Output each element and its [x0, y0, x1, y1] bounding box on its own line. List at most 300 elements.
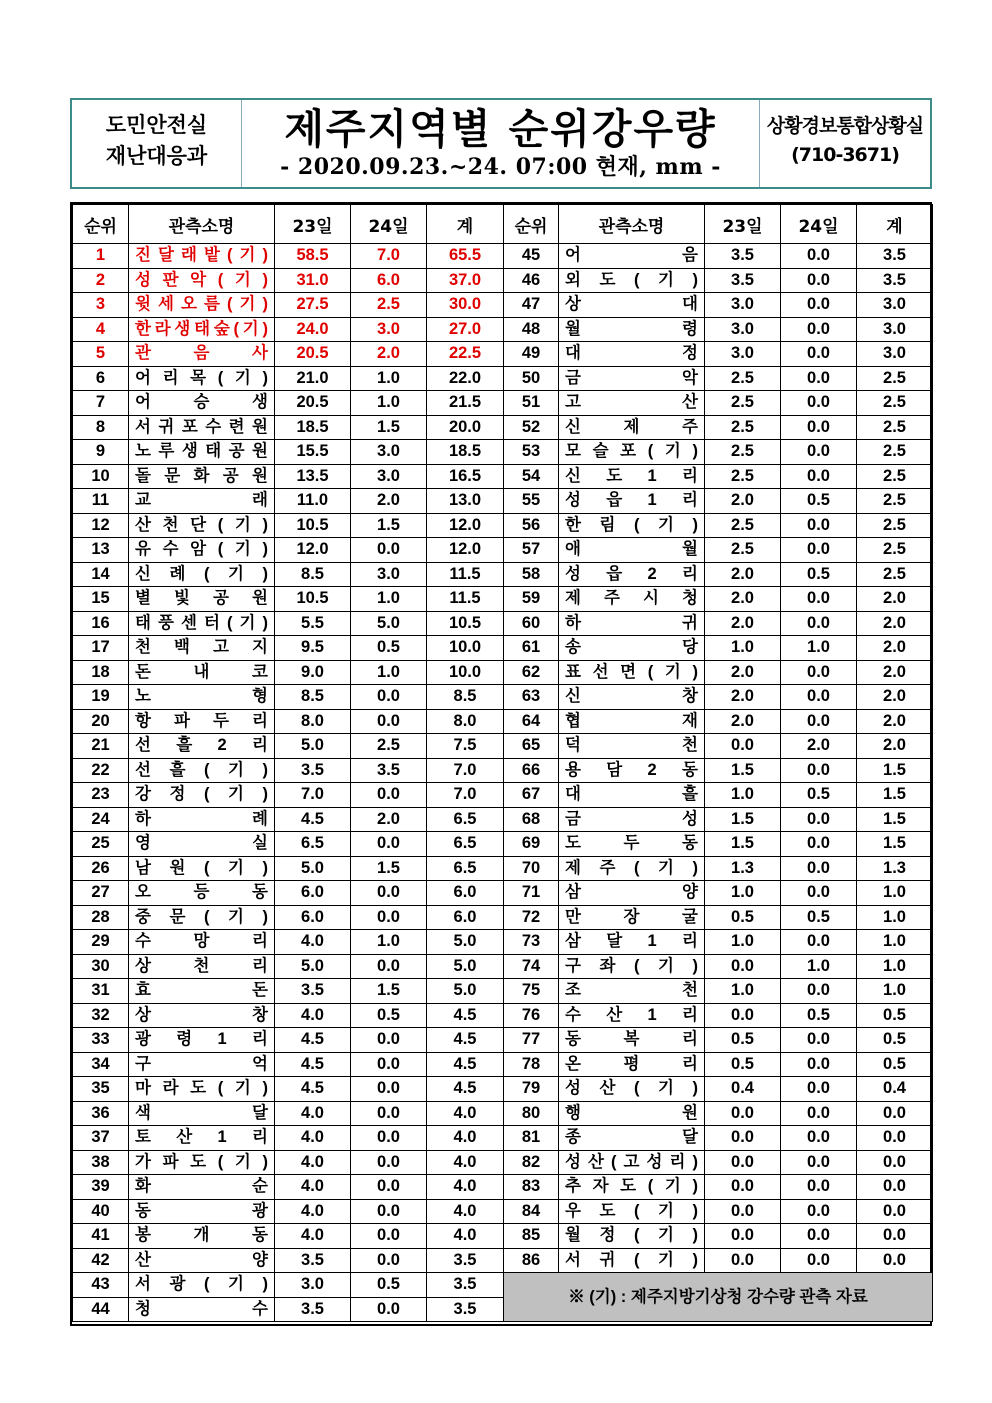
- day24-cell: 1.5: [351, 856, 427, 881]
- day23-cell: 3.5: [275, 1297, 351, 1322]
- station-name-cell: 유 수 암 ( 기 ): [129, 538, 275, 563]
- day24-cell: 0.5: [781, 783, 857, 808]
- table-row: [504, 317, 933, 342]
- day23-cell: 3.5: [705, 268, 781, 293]
- day24-cell: 0.0: [781, 709, 857, 734]
- station-name-cell: 마 라 도 ( 기 ): [129, 1077, 275, 1102]
- table-row: [504, 1126, 933, 1151]
- day23-cell: 2.0: [705, 660, 781, 685]
- total-cell: 2.5: [857, 489, 933, 514]
- table-row: [73, 1150, 504, 1175]
- day23-cell: 1.5: [705, 807, 781, 832]
- day23-cell: 4.0: [275, 1101, 351, 1126]
- total-cell: 6.0: [427, 881, 504, 906]
- table-row: [504, 1224, 933, 1249]
- total-cell: 2.5: [857, 538, 933, 563]
- rank-cell: 46: [504, 268, 559, 293]
- office-phone: (710-3671): [791, 144, 899, 166]
- table-row: [73, 1224, 504, 1249]
- day24-cell: 0.0: [781, 293, 857, 318]
- rank-cell: 22: [73, 758, 129, 783]
- department-block: [72, 100, 242, 187]
- day24-cell: 0.0: [781, 342, 857, 367]
- rank-cell: 12: [73, 513, 129, 538]
- col-station-header: 관측소명: [559, 205, 705, 244]
- rank-cell: 17: [73, 636, 129, 661]
- table-row: [73, 1028, 504, 1053]
- station-name-cell: 효 돈: [129, 979, 275, 1004]
- total-cell: 2.0: [857, 660, 933, 685]
- table-row: [73, 734, 504, 759]
- day24-cell: 0.0: [781, 1077, 857, 1102]
- day24-cell: 1.0: [351, 391, 427, 416]
- total-cell: 0.0: [857, 1175, 933, 1200]
- total-cell: 3.0: [857, 293, 933, 318]
- day23-cell: 0.0: [705, 1248, 781, 1273]
- total-cell: 3.5: [427, 1248, 504, 1273]
- day23-cell: 2.5: [705, 440, 781, 465]
- rank-cell: 19: [73, 685, 129, 710]
- day24-cell: 0.0: [781, 513, 857, 538]
- total-cell: 12.0: [427, 513, 504, 538]
- day23-cell: 6.5: [275, 832, 351, 857]
- table-row: [504, 415, 933, 440]
- total-cell: 3.0: [857, 342, 933, 367]
- station-name-cell: 영 실: [129, 832, 275, 857]
- rank-cell: 32: [73, 1003, 129, 1028]
- day23-cell: 3.0: [705, 342, 781, 367]
- total-cell: 4.5: [427, 1003, 504, 1028]
- total-cell: 6.5: [427, 807, 504, 832]
- day23-cell: 1.0: [705, 979, 781, 1004]
- day23-cell: 0.0: [705, 1175, 781, 1200]
- day24-cell: 0.0: [781, 1101, 857, 1126]
- rank-cell: 16: [73, 611, 129, 636]
- station-name-cell: 도 두 동: [559, 832, 705, 857]
- day23-cell: 21.0: [275, 366, 351, 391]
- table-row: [73, 1052, 504, 1077]
- rank-cell: 3: [73, 293, 129, 318]
- total-cell: 4.5: [427, 1028, 504, 1053]
- station-name-cell: 별 빛 공 원: [129, 587, 275, 612]
- day23-cell: 6.0: [275, 905, 351, 930]
- station-name-cell: 우 도 ( 기 ): [559, 1199, 705, 1224]
- station-name-cell: 봉 개 동: [129, 1224, 275, 1249]
- table-row: [73, 342, 504, 367]
- day23-cell: 58.5: [275, 244, 351, 269]
- table-row: [73, 415, 504, 440]
- total-cell: 5.0: [427, 954, 504, 979]
- day23-cell: 10.5: [275, 513, 351, 538]
- table-row: [504, 244, 933, 269]
- total-cell: 10.0: [427, 636, 504, 661]
- rank-cell: 71: [504, 881, 559, 906]
- day24-cell: 0.0: [781, 391, 857, 416]
- station-name-cell: 천 백 고 지: [129, 636, 275, 661]
- col-station-header: 관측소명: [129, 205, 275, 244]
- table-row: [504, 979, 933, 1004]
- day24-cell: 0.0: [781, 979, 857, 1004]
- day24-cell: 0.0: [351, 832, 427, 857]
- day23-cell: 1.0: [705, 783, 781, 808]
- total-cell: 4.0: [427, 1150, 504, 1175]
- station-name-cell: 광 령 1 리: [129, 1028, 275, 1053]
- day24-cell: 0.0: [781, 415, 857, 440]
- rank-cell: 31: [73, 979, 129, 1004]
- table-row: [73, 1003, 504, 1028]
- day23-cell: 2.5: [705, 366, 781, 391]
- day24-cell: 0.0: [781, 930, 857, 955]
- total-cell: 2.0: [857, 636, 933, 661]
- day24-cell: 0.0: [781, 366, 857, 391]
- station-name-cell: 어 리 목 ( 기 ): [129, 366, 275, 391]
- total-cell: 0.0: [857, 1126, 933, 1151]
- rank-cell: 70: [504, 856, 559, 881]
- col-rank-header: 순위: [73, 205, 129, 244]
- station-name-cell: 협 재: [559, 709, 705, 734]
- station-name-cell: 한 라 생 태 숲 ( 기 ): [129, 317, 275, 342]
- total-cell: 1.0: [857, 954, 933, 979]
- rank-cell: 77: [504, 1028, 559, 1053]
- day24-cell: 0.0: [781, 832, 857, 857]
- day24-cell: 0.0: [351, 1224, 427, 1249]
- station-name-cell: 대 흘: [559, 783, 705, 808]
- rank-cell: 36: [73, 1101, 129, 1126]
- rank-cell: 62: [504, 660, 559, 685]
- table-row: [504, 293, 933, 318]
- col-day24-header: 24일: [351, 205, 427, 244]
- page-title: 제주지역별 순위강우량: [284, 105, 717, 153]
- day23-cell: 0.5: [705, 1028, 781, 1053]
- station-name-cell: 제 주 시 청: [559, 587, 705, 612]
- day24-cell: 1.0: [781, 636, 857, 661]
- table-row: [504, 856, 933, 881]
- day24-cell: 0.0: [781, 538, 857, 563]
- rank-cell: 29: [73, 930, 129, 955]
- day24-cell: 1.0: [781, 954, 857, 979]
- day24-cell: 0.0: [781, 758, 857, 783]
- rank-cell: 38: [73, 1150, 129, 1175]
- day24-cell: 0.0: [351, 685, 427, 710]
- rank-cell: 86: [504, 1248, 559, 1273]
- total-cell: 11.5: [427, 562, 504, 587]
- rank-cell: 27: [73, 881, 129, 906]
- total-cell: 4.0: [427, 1199, 504, 1224]
- table-row: [73, 856, 504, 881]
- total-cell: 0.5: [857, 1028, 933, 1053]
- total-cell: 0.0: [857, 1199, 933, 1224]
- table-header-row: [504, 205, 933, 244]
- day24-cell: 0.0: [781, 244, 857, 269]
- total-cell: 2.0: [857, 587, 933, 612]
- table-row: [504, 464, 933, 489]
- rank-cell: 66: [504, 758, 559, 783]
- total-cell: 6.5: [427, 856, 504, 881]
- table-row: [504, 1077, 933, 1102]
- table-row: [504, 636, 933, 661]
- table-row: [504, 342, 933, 367]
- table-row: [73, 489, 504, 514]
- total-cell: 7.5: [427, 734, 504, 759]
- total-cell: 8.5: [427, 685, 504, 710]
- total-cell: 2.0: [857, 709, 933, 734]
- day24-cell: 1.0: [351, 587, 427, 612]
- total-cell: 2.5: [857, 366, 933, 391]
- total-cell: 0.4: [857, 1077, 933, 1102]
- table-row: [73, 538, 504, 563]
- table-row: [73, 513, 504, 538]
- rank-cell: 23: [73, 783, 129, 808]
- rank-cell: 34: [73, 1052, 129, 1077]
- table-row: [504, 562, 933, 587]
- station-name-cell: 표 선 면 ( 기 ): [559, 660, 705, 685]
- day23-cell: 2.5: [705, 513, 781, 538]
- station-name-cell: 색 달: [129, 1101, 275, 1126]
- total-cell: 1.0: [857, 979, 933, 1004]
- rank-cell: 68: [504, 807, 559, 832]
- station-name-cell: 진 달 래 밭 ( 기 ): [129, 244, 275, 269]
- day23-cell: 11.0: [275, 489, 351, 514]
- table-row: [73, 440, 504, 465]
- day23-cell: 5.5: [275, 611, 351, 636]
- table-row: [504, 366, 933, 391]
- rank-cell: 82: [504, 1150, 559, 1175]
- day23-cell: 5.0: [275, 954, 351, 979]
- station-name-cell: 행 원: [559, 1101, 705, 1126]
- rank-cell: 4: [73, 317, 129, 342]
- station-name-cell: 어 음: [559, 244, 705, 269]
- station-name-cell: 신 창: [559, 685, 705, 710]
- total-cell: 4.0: [427, 1175, 504, 1200]
- total-cell: 4.5: [427, 1052, 504, 1077]
- day24-cell: 0.0: [781, 1248, 857, 1273]
- total-cell: 7.0: [427, 783, 504, 808]
- day24-cell: 0.0: [351, 1028, 427, 1053]
- total-cell: 13.0: [427, 489, 504, 514]
- rank-cell: 56: [504, 513, 559, 538]
- day24-cell: 0.0: [351, 1297, 427, 1322]
- table-row: [504, 1150, 933, 1175]
- total-cell: 0.0: [857, 1248, 933, 1273]
- rank-cell: 50: [504, 366, 559, 391]
- day24-cell: 0.0: [781, 611, 857, 636]
- day23-cell: 4.0: [275, 1224, 351, 1249]
- total-cell: 0.0: [857, 1101, 933, 1126]
- day24-cell: 0.0: [781, 881, 857, 906]
- table-row: [73, 685, 504, 710]
- table-row: [504, 905, 933, 930]
- total-cell: 1.3: [857, 856, 933, 881]
- day23-cell: 15.5: [275, 440, 351, 465]
- day24-cell: 0.0: [781, 1150, 857, 1175]
- rank-cell: 26: [73, 856, 129, 881]
- total-cell: 5.0: [427, 979, 504, 1004]
- day23-cell: 27.5: [275, 293, 351, 318]
- station-name-cell: 제 주 ( 기 ): [559, 856, 705, 881]
- day23-cell: 2.0: [705, 685, 781, 710]
- station-name-cell: 동 복 리: [559, 1028, 705, 1053]
- day23-cell: 31.0: [275, 268, 351, 293]
- total-cell: 2.0: [857, 611, 933, 636]
- day23-cell: 0.0: [705, 1224, 781, 1249]
- station-name-cell: 수 망 리: [129, 930, 275, 955]
- day24-cell: 7.0: [351, 244, 427, 269]
- station-name-cell: 서 광 ( 기 ): [129, 1273, 275, 1298]
- table-row: [504, 1028, 933, 1053]
- station-name-cell: 덕 천: [559, 734, 705, 759]
- rank-cell: 18: [73, 660, 129, 685]
- total-cell: 3.5: [427, 1297, 504, 1322]
- rank-cell: 65: [504, 734, 559, 759]
- station-name-cell: 서 귀 포 수 련 원: [129, 415, 275, 440]
- day23-cell: 4.0: [275, 1003, 351, 1028]
- rank-cell: 30: [73, 954, 129, 979]
- day24-cell: 0.0: [781, 685, 857, 710]
- station-name-cell: 상 대: [559, 293, 705, 318]
- total-cell: 3.5: [857, 268, 933, 293]
- station-name-cell: 하 귀: [559, 611, 705, 636]
- total-cell: 0.0: [857, 1150, 933, 1175]
- day24-cell: 3.0: [351, 562, 427, 587]
- day24-cell: 0.0: [351, 1077, 427, 1102]
- total-cell: 65.5: [427, 244, 504, 269]
- day24-cell: 3.5: [351, 758, 427, 783]
- station-name-cell: 남 원 ( 기 ): [129, 856, 275, 881]
- day23-cell: 4.0: [275, 1199, 351, 1224]
- day23-cell: 10.5: [275, 587, 351, 612]
- rank-cell: 25: [73, 832, 129, 857]
- day24-cell: 0.0: [351, 1175, 427, 1200]
- rank-cell: 63: [504, 685, 559, 710]
- day24-cell: 0.0: [781, 856, 857, 881]
- total-cell: 4.5: [427, 1077, 504, 1102]
- day23-cell: 2.0: [705, 587, 781, 612]
- day23-cell: 12.0: [275, 538, 351, 563]
- total-cell: 27.0: [427, 317, 504, 342]
- station-name-cell: 월 정 ( 기 ): [559, 1224, 705, 1249]
- day23-cell: 13.5: [275, 464, 351, 489]
- day24-cell: 0.0: [351, 1199, 427, 1224]
- total-cell: 1.0: [857, 881, 933, 906]
- day23-cell: 3.0: [275, 1273, 351, 1298]
- station-name-cell: 선 흘 2 리: [129, 734, 275, 759]
- day24-cell: 1.5: [351, 979, 427, 1004]
- rank-cell: 43: [73, 1273, 129, 1298]
- station-name-cell: 용 담 2 동: [559, 758, 705, 783]
- table-row: [73, 832, 504, 857]
- table-row: [73, 391, 504, 416]
- total-cell: 2.0: [857, 685, 933, 710]
- total-cell: 2.5: [857, 562, 933, 587]
- rank-cell: 5: [73, 342, 129, 367]
- department-name: 도민안전실: [105, 113, 208, 137]
- station-name-cell: 모 슬 포 ( 기 ): [559, 440, 705, 465]
- total-cell: 16.5: [427, 464, 504, 489]
- total-cell: 8.0: [427, 709, 504, 734]
- station-name-cell: 관 음 사: [129, 342, 275, 367]
- station-name-cell: 성 산 ( 고 성 리 ): [559, 1150, 705, 1175]
- total-cell: 30.0: [427, 293, 504, 318]
- rank-cell: 80: [504, 1101, 559, 1126]
- day24-cell: 2.5: [351, 734, 427, 759]
- day23-cell: 2.5: [705, 391, 781, 416]
- day23-cell: 1.0: [705, 881, 781, 906]
- total-cell: 22.5: [427, 342, 504, 367]
- table-row: [73, 1248, 504, 1273]
- rank-cell: 60: [504, 611, 559, 636]
- rank-cell: 21: [73, 734, 129, 759]
- day24-cell: 0.0: [781, 1224, 857, 1249]
- rank-cell: 55: [504, 489, 559, 514]
- rank-cell: 51: [504, 391, 559, 416]
- station-name-cell: 애 월: [559, 538, 705, 563]
- day24-cell: 0.0: [781, 440, 857, 465]
- total-cell: 6.0: [427, 905, 504, 930]
- station-name-cell: 대 정: [559, 342, 705, 367]
- day24-cell: 0.0: [351, 1150, 427, 1175]
- day23-cell: 0.0: [705, 1101, 781, 1126]
- station-name-cell: 산 양: [129, 1248, 275, 1273]
- rank-cell: 67: [504, 783, 559, 808]
- station-name-cell: 수 산 1 리: [559, 1003, 705, 1028]
- rank-cell: 53: [504, 440, 559, 465]
- office-block: [760, 100, 930, 187]
- day23-cell: 0.5: [705, 1052, 781, 1077]
- table-row: [504, 1052, 933, 1077]
- table-row: [504, 734, 933, 759]
- station-name-cell: 금 악: [559, 366, 705, 391]
- station-name-cell: 구 억: [129, 1052, 275, 1077]
- day23-cell: 0.0: [705, 734, 781, 759]
- station-name-cell: 한 림 ( 기 ): [559, 513, 705, 538]
- total-cell: 1.5: [857, 758, 933, 783]
- day23-cell: 24.0: [275, 317, 351, 342]
- station-name-cell: 종 달: [559, 1126, 705, 1151]
- day23-cell: 5.0: [275, 734, 351, 759]
- total-cell: 0.0: [857, 1224, 933, 1249]
- day23-cell: 1.3: [705, 856, 781, 881]
- day24-cell: 0.0: [781, 268, 857, 293]
- station-name-cell: 동 광: [129, 1199, 275, 1224]
- rank-cell: 69: [504, 832, 559, 857]
- table-row: [73, 1077, 504, 1102]
- station-name-cell: 태 풍 센 터 ( 기 ): [129, 611, 275, 636]
- station-name-cell: 송 당: [559, 636, 705, 661]
- station-name-cell: 상 창: [129, 1003, 275, 1028]
- total-cell: 4.0: [427, 1126, 504, 1151]
- station-name-cell: 돈 내 코: [129, 660, 275, 685]
- table-row: [504, 881, 933, 906]
- day23-cell: 3.5: [705, 244, 781, 269]
- table-row: [504, 1248, 933, 1273]
- total-cell: 1.0: [857, 905, 933, 930]
- total-cell: 10.0: [427, 660, 504, 685]
- table-row: [504, 685, 933, 710]
- table-row: [504, 513, 933, 538]
- table-row: [504, 1003, 933, 1028]
- total-cell: 22.0: [427, 366, 504, 391]
- table-row: [73, 1126, 504, 1151]
- col-total-header: 계: [857, 205, 933, 244]
- total-cell: 4.0: [427, 1224, 504, 1249]
- day24-cell: 0.5: [781, 562, 857, 587]
- rainfall-table-left: [72, 204, 504, 1322]
- total-cell: 21.5: [427, 391, 504, 416]
- rank-cell: 59: [504, 587, 559, 612]
- station-name-cell: 신 제 주: [559, 415, 705, 440]
- total-cell: 4.0: [427, 1101, 504, 1126]
- footnote-row: [504, 1273, 933, 1322]
